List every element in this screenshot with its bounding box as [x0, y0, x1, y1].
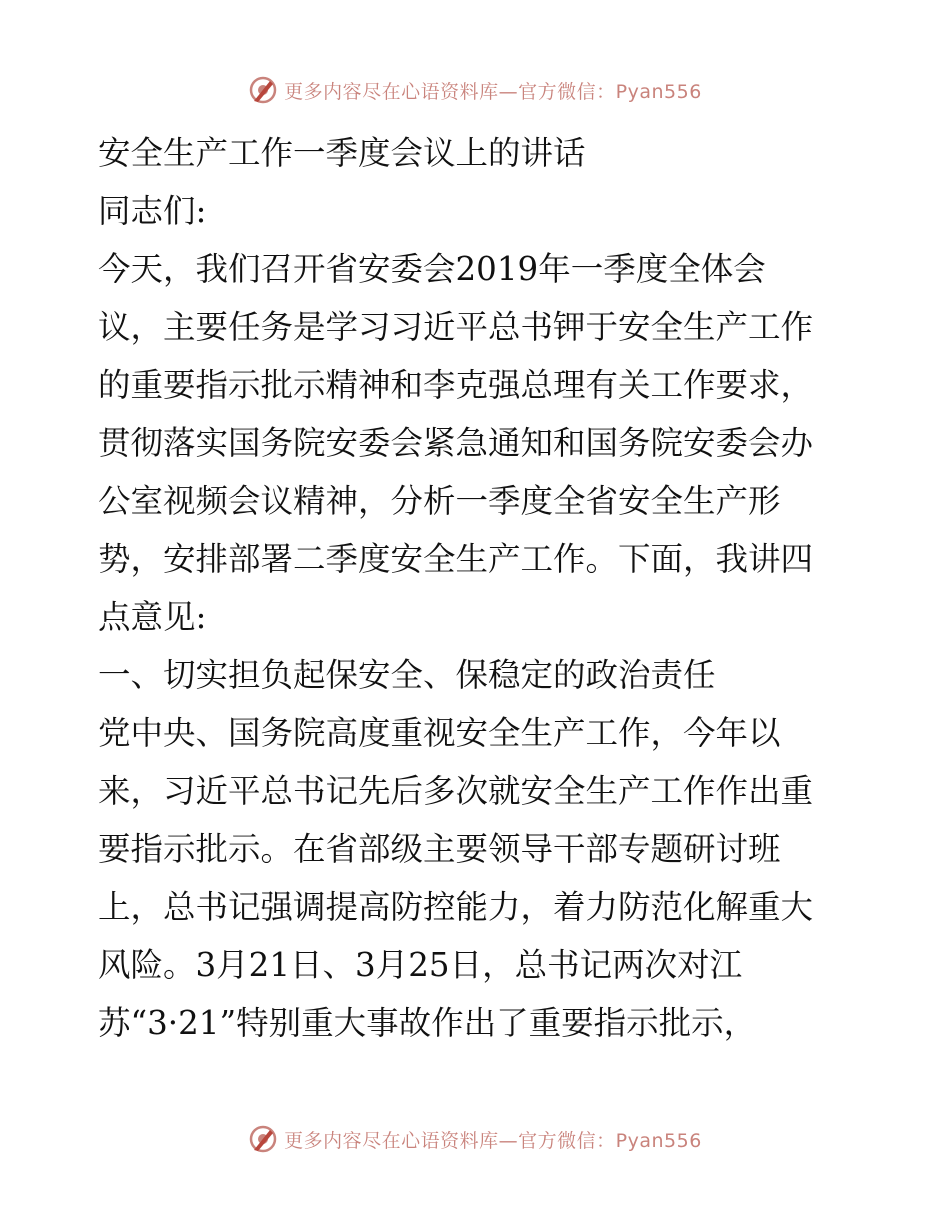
- paragraph-line: 上，总书记强调提高防控能力，着力防范化解重大: [98, 888, 814, 926]
- paragraph-line: 今天，我们召开省安委会2019年一季度全体会: [98, 250, 766, 288]
- paragraph-1: [98, 240, 858, 646]
- paragraph-line: 党中央、国务院高度重视安全生产工作，今年以: [98, 714, 781, 752]
- paragraph-line: 的重要指示批示精神和李克强总理有关工作要求，: [98, 366, 814, 404]
- document-body: [98, 124, 858, 1052]
- watermark-text: 更多内容尽在心语资料库—官方微信：Pyan556: [284, 80, 702, 103]
- paragraph-line: 点意见:: [98, 598, 207, 636]
- pen-circle-logo-icon: [248, 1124, 278, 1154]
- paragraph-line: 势，安排部署二季度安全生产工作。下面，我讲四: [98, 540, 814, 578]
- paragraph-line: 要指示批示。在省部级主要领导干部专题研讨班: [98, 830, 781, 868]
- watermark-text: 更多内容尽在心语资料库—官方微信：Pyan556: [284, 1129, 702, 1152]
- salutation: 同志们:: [98, 192, 207, 230]
- watermark-footer: [0, 1122, 950, 1156]
- paragraph-line: 来，习近平总书记先后多次就安全生产工作作出重: [98, 772, 814, 810]
- paragraph-line: 贯彻落实国务院安委会紧急通知和国务院安委会办: [98, 424, 814, 462]
- paragraph-line: 风险。3月21日、3月25日，总书记两次对江: [98, 946, 743, 984]
- paragraph-line: 苏“3·21”特别重大事故作出了重要指示批示，: [98, 1004, 757, 1042]
- paragraph-2: [98, 704, 858, 1052]
- watermark-header: [0, 73, 950, 107]
- paragraph-line: 公室视频会议精神，分析一季度全省安全生产形: [98, 482, 781, 520]
- paragraph-line: 议，主要任务是学习习近平总书钾于安全生产工作: [98, 308, 814, 346]
- section-1-heading: 一、切实担负起保安全、保稳定的政治责任: [98, 656, 716, 694]
- document-title: 安全生产工作一季度会议上的讲话: [98, 134, 586, 172]
- pen-circle-logo-icon: [248, 75, 278, 105]
